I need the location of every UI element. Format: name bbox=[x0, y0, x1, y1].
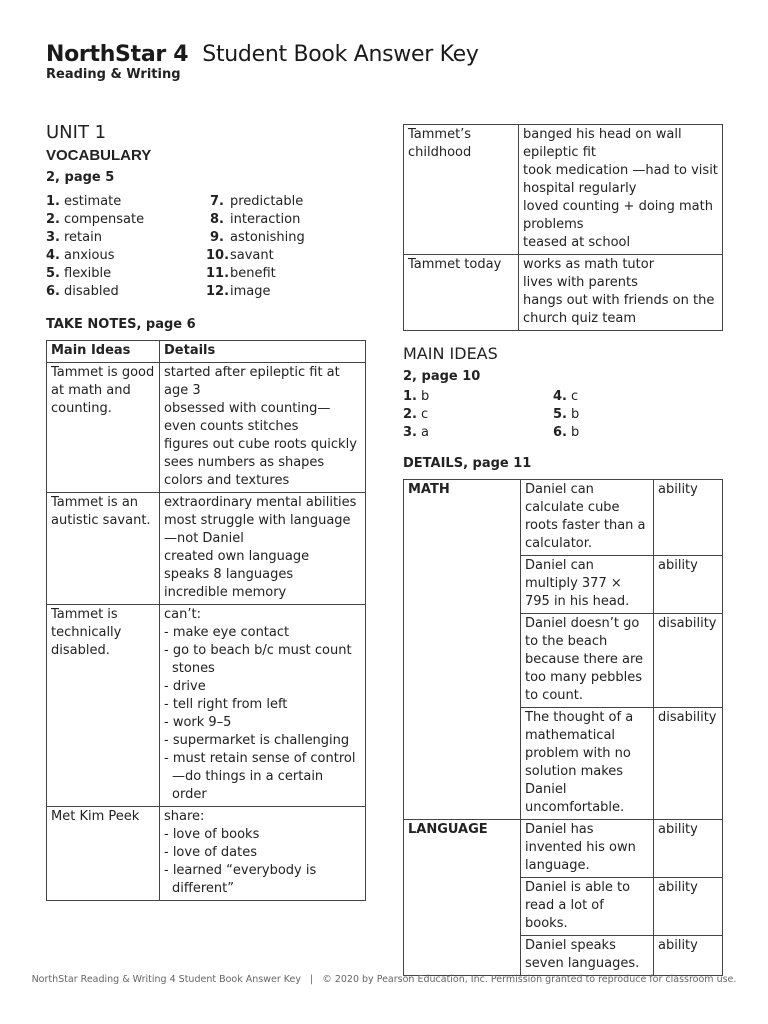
vocabulary-word: benefit bbox=[230, 266, 276, 281]
list-item bbox=[206, 193, 305, 211]
item-number: 7. bbox=[210, 194, 224, 209]
classification-cell: ability bbox=[654, 480, 723, 556]
item-number: 1. bbox=[46, 194, 60, 209]
table-row bbox=[404, 480, 723, 556]
list-item bbox=[553, 424, 579, 442]
vocabulary-word: interaction bbox=[230, 212, 301, 227]
brand-subtitle: Reading & Writing bbox=[46, 67, 181, 82]
vocabulary-subheading: 2, page 5 bbox=[46, 170, 115, 185]
page-header bbox=[46, 42, 479, 82]
detail-line: - tell right from left bbox=[164, 697, 288, 712]
detail-line: - learned “everybody is different” bbox=[164, 863, 317, 896]
brand-name: NorthStar 4 bbox=[46, 42, 189, 67]
vocabulary-list bbox=[46, 193, 366, 301]
vocabulary-word: retain bbox=[64, 230, 102, 245]
category-cell: MATH bbox=[404, 480, 521, 820]
item-number: 1. bbox=[403, 389, 417, 404]
answer-letter: b bbox=[421, 389, 430, 404]
list-item bbox=[403, 424, 553, 442]
detail-line: speaks 8 languages bbox=[164, 567, 294, 582]
detail-line: - work 9–5 bbox=[164, 715, 232, 730]
detail-line: - supermarket is challenging bbox=[164, 733, 350, 748]
answer-letter: c bbox=[571, 389, 579, 404]
item-number: 4. bbox=[553, 389, 567, 404]
vocabulary-word: anxious bbox=[64, 248, 115, 263]
detail-line: - love of books bbox=[164, 827, 260, 842]
main-idea-cell: Tammet is technically disabled. bbox=[47, 605, 160, 807]
main-ideas-heading: MAIN IDEAS bbox=[403, 344, 498, 363]
events-cell bbox=[519, 125, 723, 255]
unit-heading: UNIT 1 bbox=[46, 122, 107, 143]
detail-line: started after epileptic fit at age 3 bbox=[164, 365, 340, 398]
event-line: loved counting + doing math problems bbox=[523, 199, 713, 232]
classification-cell: ability bbox=[654, 878, 723, 936]
event-line: epileptic fit bbox=[523, 145, 596, 160]
event-line: hangs out with friends on the church quiz team bbox=[523, 293, 715, 326]
column-header-details: Details bbox=[160, 341, 366, 363]
classification-cell: disability bbox=[654, 614, 723, 708]
list-item bbox=[403, 388, 553, 406]
item-number: 3. bbox=[403, 425, 417, 440]
list-item bbox=[553, 388, 579, 406]
detail-line: sees numbers as shapes colors and textures bbox=[164, 455, 325, 488]
vocabulary-heading: VOCABULARY bbox=[46, 147, 152, 164]
statement-cell: The thought of a mathematical problem with no solution makes Daniel uncomfortable. bbox=[521, 708, 654, 820]
statement-cell: Daniel has invented his own language. bbox=[521, 820, 654, 878]
item-number: 12. bbox=[206, 284, 230, 299]
list-item bbox=[403, 406, 553, 424]
statement-cell: Daniel can calculate cube roots faster than a calculator. bbox=[521, 480, 654, 556]
left-column bbox=[46, 122, 366, 901]
item-number: 8. bbox=[210, 212, 224, 227]
details-cell bbox=[160, 807, 366, 901]
main-ideas-subheading: 2, page 10 bbox=[403, 369, 481, 384]
item-number: 5. bbox=[553, 407, 567, 422]
list-item bbox=[46, 247, 206, 265]
take-notes-heading: TAKE NOTES, page 6 bbox=[46, 317, 196, 332]
main-ideas-column-2 bbox=[553, 388, 579, 442]
detail-line: obsessed with counting—even counts stitches bbox=[164, 401, 331, 434]
item-number: 6. bbox=[46, 284, 60, 299]
item-number: 9. bbox=[210, 230, 224, 245]
vocabulary-word: estimate bbox=[64, 194, 122, 209]
column-header-main-ideas: Main Ideas bbox=[47, 341, 160, 363]
classification-cell: ability bbox=[654, 556, 723, 614]
event-line: lives with parents bbox=[523, 275, 638, 290]
page-footer: NorthStar Reading & Writing 4 Student Book Answer Key | © 2020 by Pearson Education, Inc. Permission granted to reproduce for classroom use. bbox=[31, 974, 737, 985]
details-cell bbox=[160, 605, 366, 807]
event-line: banged his head on wall bbox=[523, 127, 682, 142]
event-line: teased at school bbox=[523, 235, 631, 250]
detail-line: - go to beach b/c must count stones bbox=[164, 643, 352, 676]
vocabulary-word: image bbox=[230, 284, 271, 299]
category-cell: LANGUAGE bbox=[404, 820, 521, 976]
main-ideas-answers bbox=[403, 388, 723, 442]
item-number: 5. bbox=[46, 266, 60, 281]
answer-letter: b bbox=[571, 425, 580, 440]
item-number: 10. bbox=[206, 248, 230, 263]
detail-line: most struggle with language—not Daniel bbox=[164, 513, 351, 546]
statement-cell: Daniel doesn’t go to the beach because there are too many pebbles to count. bbox=[521, 614, 654, 708]
tammet-life-table bbox=[403, 124, 723, 331]
item-number: 2. bbox=[403, 407, 417, 422]
detail-line: - must retain sense of control—do things in a certain order bbox=[164, 751, 356, 802]
detail-line: can’t: bbox=[164, 607, 201, 622]
period-label-cell: Tammet’s childhood bbox=[404, 125, 519, 255]
statement-cell: Daniel is able to read a lot of books. bbox=[521, 878, 654, 936]
period-label-cell: Tammet today bbox=[404, 255, 519, 331]
vocabulary-word: disabled bbox=[64, 284, 119, 299]
table-row bbox=[47, 605, 366, 807]
vocabulary-word: savant bbox=[230, 248, 274, 263]
table-row bbox=[47, 493, 366, 605]
list-item bbox=[206, 247, 305, 265]
detail-line: created own language bbox=[164, 549, 310, 564]
vocabulary-column-1 bbox=[46, 193, 206, 301]
list-item bbox=[206, 211, 305, 229]
table-row bbox=[404, 125, 723, 255]
detail-line: figures out cube roots quickly bbox=[164, 437, 357, 452]
detail-line: incredible memory bbox=[164, 585, 287, 600]
vocabulary-word: flexible bbox=[64, 266, 112, 281]
table-row bbox=[404, 820, 723, 878]
main-idea-cell: Met Kim Peek bbox=[47, 807, 160, 901]
classification-cell: ability bbox=[654, 936, 723, 976]
list-item bbox=[206, 229, 305, 247]
detail-line: share: bbox=[164, 809, 205, 824]
item-number: 11. bbox=[206, 266, 230, 281]
take-notes-table bbox=[46, 340, 366, 901]
brand-line bbox=[46, 42, 479, 67]
detail-line: extraordinary mental abilities bbox=[164, 495, 357, 510]
events-cell bbox=[519, 255, 723, 331]
list-item bbox=[46, 229, 206, 247]
vocabulary-word: astonishing bbox=[230, 230, 305, 245]
list-item bbox=[206, 283, 305, 301]
table-header-row bbox=[47, 341, 366, 363]
table-row bbox=[47, 807, 366, 901]
list-item bbox=[46, 265, 206, 283]
list-item bbox=[46, 193, 206, 211]
answer-letter: b bbox=[571, 407, 580, 422]
right-column bbox=[403, 124, 723, 976]
detail-line: - love of dates bbox=[164, 845, 257, 860]
list-item bbox=[46, 283, 206, 301]
statement-cell: Daniel speaks seven languages. bbox=[521, 936, 654, 976]
list-item bbox=[553, 406, 579, 424]
detail-line: - make eye contact bbox=[164, 625, 290, 640]
table-row bbox=[47, 363, 366, 493]
main-ideas-column-1 bbox=[403, 388, 553, 442]
main-idea-cell: Tammet is an autistic savant. bbox=[47, 493, 160, 605]
item-number: 2. bbox=[46, 212, 60, 227]
details-cell bbox=[160, 363, 366, 493]
table-row bbox=[404, 255, 723, 331]
event-line: took medication —had to visit hospital regularly bbox=[523, 163, 718, 196]
details-heading: DETAILS, page 11 bbox=[403, 456, 532, 471]
item-number: 6. bbox=[553, 425, 567, 440]
details-cell bbox=[160, 493, 366, 605]
vocabulary-column-2 bbox=[206, 193, 305, 301]
answer-letter: c bbox=[421, 407, 429, 422]
item-number: 4. bbox=[46, 248, 60, 263]
answer-letter: a bbox=[421, 425, 429, 440]
statement-cell: Daniel can multiply 377 × 795 in his head. bbox=[521, 556, 654, 614]
classification-cell: ability bbox=[654, 820, 723, 878]
item-number: 3. bbox=[46, 230, 60, 245]
vocabulary-word: predictable bbox=[230, 194, 304, 209]
document-title: Student Book Answer Key bbox=[202, 42, 479, 67]
main-idea-cell: Tammet is good at math and counting. bbox=[47, 363, 160, 493]
detail-line: - drive bbox=[164, 679, 206, 694]
vocabulary-word: compensate bbox=[64, 212, 145, 227]
event-line: works as math tutor bbox=[523, 257, 655, 272]
list-item bbox=[206, 265, 305, 283]
list-item bbox=[46, 211, 206, 229]
details-table bbox=[403, 479, 723, 976]
classification-cell: disability bbox=[654, 708, 723, 820]
